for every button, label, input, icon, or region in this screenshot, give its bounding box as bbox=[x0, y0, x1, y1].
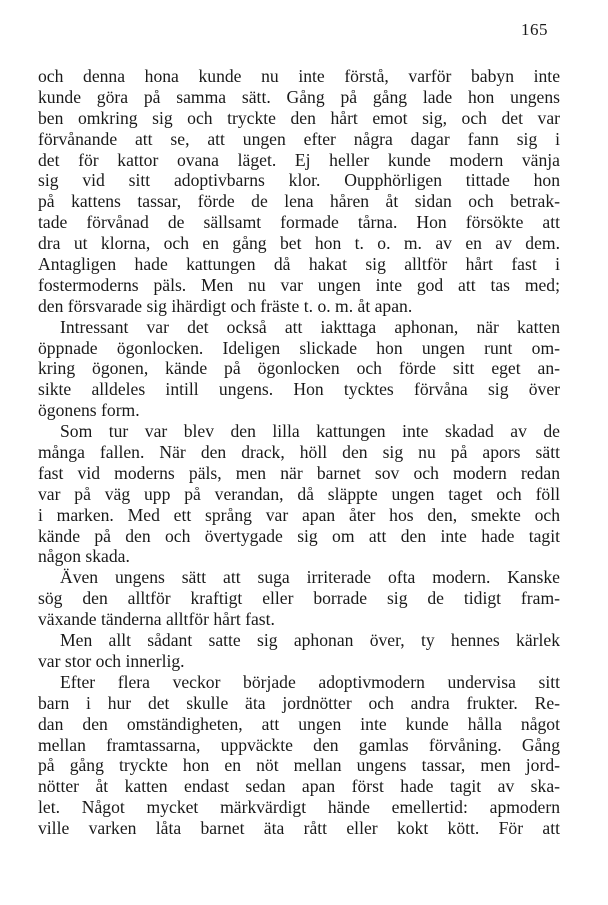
text-line: öppnade ögonlocken. Ideligen slickade hon ungen runt om- bbox=[38, 337, 560, 358]
text-line: kring ögonen, kände på ögonlocken och förde sitt eget an- bbox=[38, 358, 560, 379]
text-line: växande tänderna alltför hårt fast. bbox=[38, 609, 275, 630]
text-line: Intressant var det också att iakttaga aphonan, när katten bbox=[60, 316, 560, 337]
text-line: sig vid sitt adoptivbarns klor. Oupphörligen tittade hon bbox=[38, 170, 560, 191]
text-line: ögonens form. bbox=[38, 400, 140, 421]
text-line: någon skada. bbox=[38, 546, 130, 567]
text-line: sikte alldeles intill ungens. Hon tycktes förvåna sig över bbox=[38, 379, 560, 400]
text-line: barn i hur det skulle äta jordnötter och andra frukter. Re- bbox=[38, 692, 560, 713]
text-line: tade förvånad de sällsamt formade tårna. Hon försökte att bbox=[38, 212, 560, 233]
text-line: Efter flera veckor började adoptivmodern undervisa sitt bbox=[60, 671, 560, 692]
text-line: sög den alltför kraftigt eller borrade sig de tidigt fram- bbox=[38, 588, 560, 609]
text-line: let. Något mycket märkvärdigt hände emellertid: apmodern bbox=[38, 797, 560, 818]
text-line: på gång tryckte hon en nöt mellan ungens tassar, men jord- bbox=[38, 755, 560, 776]
text-line: i marken. Med ett språng var apan åter hos den, smekte och bbox=[38, 504, 560, 525]
text-line: Men allt sådant satte sig aphonan över, ty hennes kärlek bbox=[60, 630, 560, 651]
text-line: mellan framtassarna, uppväckte den gamlas förvåning. Gång bbox=[38, 734, 560, 755]
page-number: 165 bbox=[521, 20, 548, 39]
text-line: Som tur var blev den lilla kattungen inte skadad av de bbox=[60, 421, 560, 442]
text-line: dra ut klorna, och en gång bet hon t. o. m. av en av dem. bbox=[38, 233, 560, 254]
text-line: var på väg upp på verandan, då släppte ungen taget och föll bbox=[38, 483, 560, 504]
text-line: fostermoderns päls. Men nu var ungen inte god att tas med; bbox=[38, 274, 560, 295]
text-line: Även ungens sätt att suga irriterade ofta modern. Kanske bbox=[60, 567, 560, 588]
text-line: det för kattor ovana läget. Ej heller kunde modern vänja bbox=[38, 149, 560, 170]
text-line: var stor och innerlig. bbox=[38, 650, 185, 671]
text-line: fast vid moderns päls, men när barnet sov och modern redan bbox=[38, 462, 560, 483]
text-line: förvånande att se, att ungen efter några dagar fann sig i bbox=[38, 128, 560, 149]
text-line: många fallen. När den drack, höll den sig nu på apors sätt bbox=[38, 442, 560, 463]
body-text bbox=[38, 66, 560, 839]
text-line: kände på den och övertygade sig om att den inte hade tagit bbox=[38, 525, 560, 546]
text-line: den försvarade sig ihärdigt och fräste t. o. m. åt apan. bbox=[38, 295, 413, 316]
text-line: på kattens tassar, förde de lena håren åt sidan och betrak- bbox=[38, 191, 560, 212]
text-line: kunde göra på samma sätt. Gång på gång lade hon ungens bbox=[38, 86, 560, 107]
text-line: ville varken låta barnet äta rått eller kokt kött. För att bbox=[38, 818, 560, 839]
text-line: och denna hona kunde nu inte förstå, varför babyn inte bbox=[38, 66, 560, 86]
text-line: ben omkring sig och tryckte den hårt emot sig, och det var bbox=[38, 107, 560, 128]
text-line: dan den omständigheten, att ungen inte kunde hålla något bbox=[38, 713, 560, 734]
text-line: Antagligen hade kattungen då hakat sig alltför hårt fast i bbox=[38, 254, 560, 275]
text-line: nötter åt katten endast sedan apan först hade tagit av ska- bbox=[38, 776, 560, 797]
